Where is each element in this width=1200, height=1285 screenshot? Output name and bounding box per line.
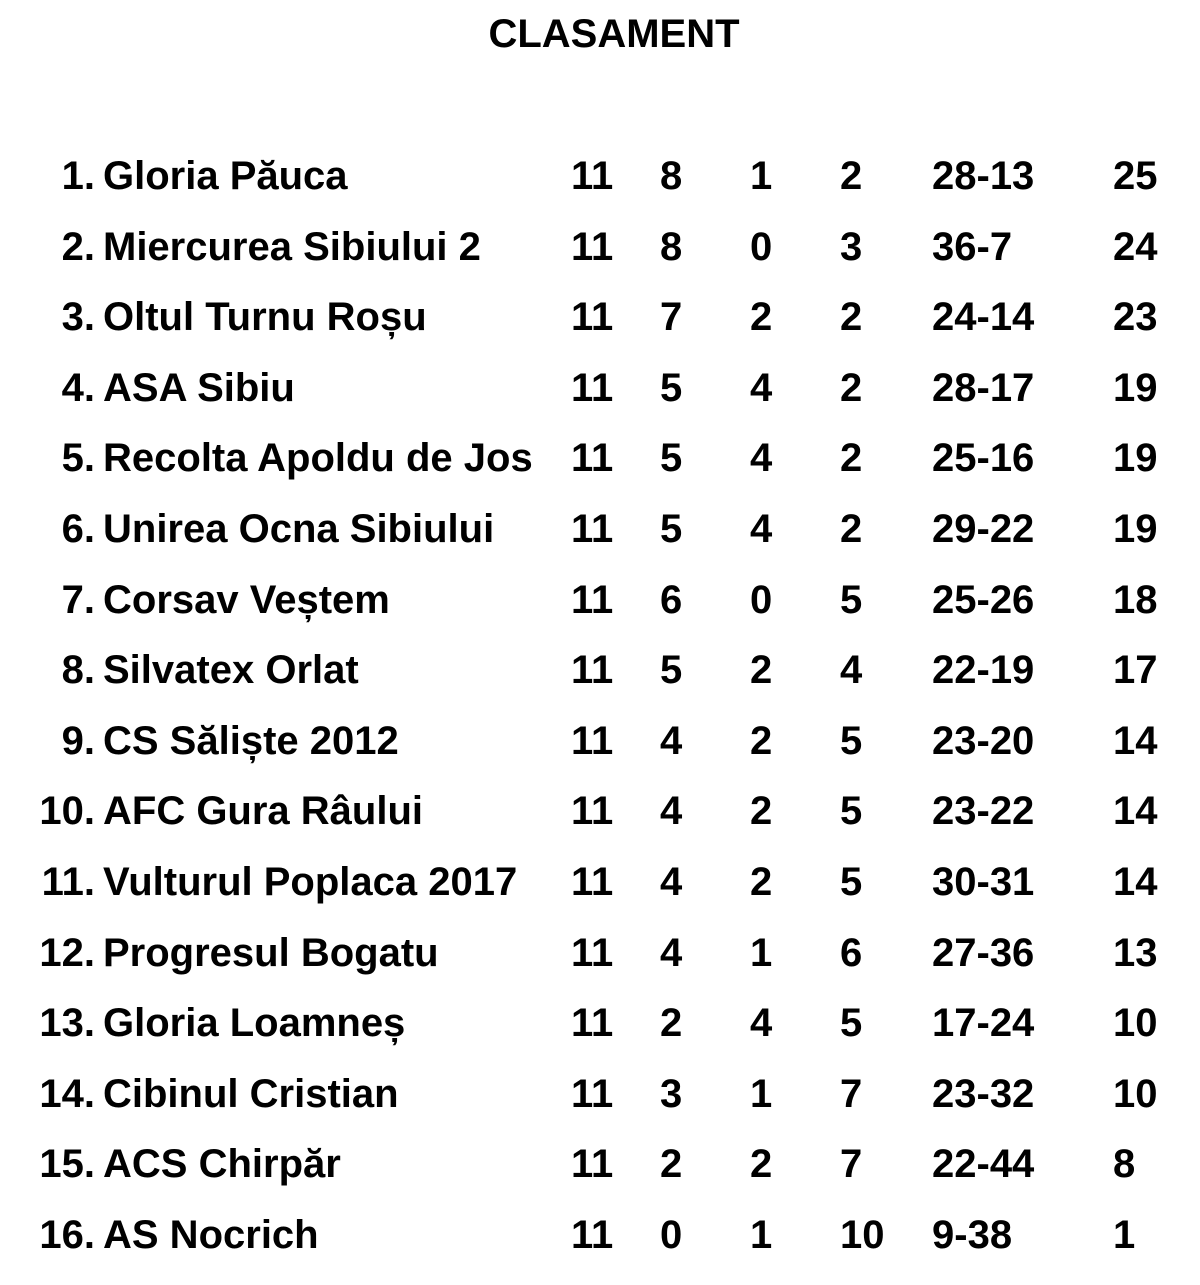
- cell-team: Silvatex Orlat: [103, 648, 359, 693]
- cell-team: Miercurea Sibiului 2: [103, 224, 481, 269]
- cell-points: 24: [1113, 224, 1158, 269]
- cell-played: 11: [571, 224, 614, 269]
- page-title: CLASAMENT: [488, 12, 740, 56]
- cell-points: 25: [1113, 154, 1158, 198]
- cell-goals: 9-38: [932, 1212, 1013, 1257]
- cell-team: Cibinul Cristian: [103, 1071, 399, 1116]
- cell-played: 11: [571, 789, 614, 834]
- cell-played: 11: [571, 577, 614, 622]
- cell-rank: 7.: [61, 577, 95, 622]
- cell-goals: 23-20: [932, 718, 1035, 763]
- table-row: [0, 781, 1200, 852]
- table-row: [0, 993, 1200, 1064]
- cell-team: Recolta Apoldu de Jos: [103, 436, 533, 481]
- table-row: [0, 711, 1200, 782]
- cell-won: 5: [660, 436, 683, 481]
- cell-goals: 30-31: [932, 859, 1035, 904]
- cell-goals: 23-32: [932, 1071, 1035, 1116]
- cell-won: 4: [660, 859, 683, 904]
- cell-team: Oltul Turnu Roșu: [103, 295, 427, 340]
- cell-rank: 5.: [61, 436, 95, 481]
- table-row: [0, 428, 1200, 499]
- cell-points: 14: [1113, 718, 1158, 763]
- cell-played: 11: [571, 1071, 614, 1116]
- cell-goals: 28-17: [932, 365, 1035, 410]
- cell-played: 11: [571, 1001, 614, 1046]
- table-row: [0, 640, 1200, 711]
- cell-played: 11: [571, 154, 614, 198]
- cell-rank: 10.: [39, 789, 95, 834]
- cell-drawn: 1: [750, 154, 773, 198]
- cell-goals: 36-7: [932, 224, 1013, 269]
- cell-points: 10: [1113, 1001, 1158, 1046]
- cell-rank: 9.: [61, 718, 95, 763]
- cell-won: 8: [660, 224, 683, 269]
- cell-drawn: 0: [750, 577, 773, 622]
- cell-drawn: 4: [750, 506, 773, 551]
- cell-won: 4: [660, 789, 683, 834]
- cell-team: Progresul Bogatu: [103, 930, 439, 975]
- cell-points: 8: [1113, 1142, 1136, 1187]
- cell-goals: 27-36: [932, 930, 1035, 975]
- cell-won: 8: [660, 154, 683, 198]
- cell-lost: 7: [840, 1142, 863, 1187]
- cell-won: 0: [660, 1212, 683, 1257]
- cell-drawn: 2: [750, 1142, 773, 1187]
- cell-drawn: 1: [750, 1212, 773, 1257]
- cell-goals: 24-14: [932, 295, 1035, 340]
- cell-drawn: 4: [750, 1001, 773, 1046]
- cell-lost: 4: [840, 648, 863, 693]
- cell-points: 13: [1113, 930, 1158, 975]
- cell-points: 17: [1113, 648, 1158, 693]
- cell-drawn: 4: [750, 436, 773, 481]
- cell-lost: 2: [840, 365, 863, 410]
- cell-goals: 22-44: [932, 1142, 1035, 1187]
- cell-drawn: 1: [750, 930, 773, 975]
- cell-drawn: 2: [750, 295, 773, 340]
- cell-points: 19: [1113, 506, 1158, 551]
- table-row: [0, 499, 1200, 570]
- cell-rank: 11.: [41, 859, 95, 904]
- cell-goals: 23-22: [932, 789, 1035, 834]
- cell-drawn: 2: [750, 648, 773, 693]
- cell-drawn: 2: [750, 789, 773, 834]
- cell-lost: 5: [840, 1001, 863, 1046]
- cell-lost: 5: [840, 718, 863, 763]
- cell-points: 19: [1113, 365, 1158, 410]
- cell-team: AFC Gura Râului: [103, 789, 424, 834]
- table-row: [0, 217, 1200, 288]
- cell-lost: 10: [840, 1212, 885, 1257]
- cell-rank: 15.: [39, 1142, 95, 1187]
- cell-points: 14: [1113, 789, 1158, 834]
- cell-won: 2: [660, 1142, 683, 1187]
- cell-won: 7: [660, 295, 683, 340]
- cell-drawn: 1: [750, 1071, 773, 1116]
- table-row: [0, 852, 1200, 923]
- cell-rank: 8.: [61, 648, 95, 693]
- cell-played: 11: [571, 718, 614, 763]
- cell-lost: 7: [840, 1071, 863, 1116]
- cell-played: 11: [571, 365, 614, 410]
- cell-rank: 16.: [39, 1212, 95, 1257]
- cell-goals: 25-26: [932, 577, 1035, 622]
- cell-won: 6: [660, 577, 683, 622]
- cell-team: Corsav Veștem: [103, 577, 390, 622]
- cell-team: CS Săliște 2012: [103, 718, 399, 763]
- cell-played: 11: [571, 859, 614, 904]
- cell-played: 11: [571, 295, 614, 340]
- cell-played: 11: [571, 648, 614, 693]
- cell-drawn: 2: [750, 718, 773, 763]
- cell-won: 3: [660, 1071, 683, 1116]
- cell-played: 11: [571, 1212, 614, 1257]
- table-row: [0, 146, 1200, 217]
- cell-lost: 3: [840, 224, 863, 269]
- cell-rank: 13.: [39, 1001, 95, 1046]
- cell-team: ASA Sibiu: [103, 365, 295, 410]
- cell-won: 4: [660, 930, 683, 975]
- cell-points: 23: [1113, 295, 1158, 340]
- cell-drawn: 0: [750, 224, 773, 269]
- table-row: [0, 358, 1200, 429]
- cell-rank: 14.: [39, 1071, 95, 1116]
- cell-lost: 6: [840, 930, 863, 975]
- cell-played: 11: [571, 1142, 614, 1187]
- cell-team: Gloria Loamneș: [103, 1001, 406, 1046]
- cell-rank: 12.: [39, 930, 95, 975]
- cell-played: 11: [571, 436, 614, 481]
- cell-lost: 5: [840, 789, 863, 834]
- cell-lost: 2: [840, 506, 863, 551]
- cell-lost: 5: [840, 859, 863, 904]
- cell-goals: 22-19: [932, 648, 1035, 693]
- cell-team: AS Nocrich: [103, 1212, 319, 1257]
- table-row: [0, 1134, 1200, 1205]
- standings-table: [0, 146, 1200, 1276]
- cell-team: ACS Chirpăr: [103, 1142, 341, 1187]
- cell-goals: 17-24: [932, 1001, 1035, 1046]
- cell-lost: 2: [840, 154, 863, 198]
- table-row: [0, 1064, 1200, 1135]
- cell-rank: 1.: [61, 154, 95, 198]
- cell-team: Unirea Ocna Sibiului: [103, 506, 495, 551]
- cell-drawn: 4: [750, 365, 773, 410]
- cell-goals: 25-16: [932, 436, 1035, 481]
- cell-goals: 29-22: [932, 506, 1035, 551]
- cell-rank: 4.: [61, 365, 95, 410]
- table-row: [0, 287, 1200, 358]
- cell-won: 5: [660, 506, 683, 551]
- cell-points: 14: [1113, 859, 1158, 904]
- cell-rank: 3.: [61, 295, 95, 340]
- cell-points: 19: [1113, 436, 1158, 481]
- cell-lost: 2: [840, 295, 863, 340]
- cell-goals: 28-13: [932, 154, 1035, 198]
- table-row: [0, 1205, 1200, 1276]
- cell-played: 11: [571, 930, 614, 975]
- cell-points: 18: [1113, 577, 1158, 622]
- cell-lost: 5: [840, 577, 863, 622]
- cell-points: 1: [1113, 1212, 1136, 1257]
- cell-team: Vulturul Poplaca 2017: [103, 859, 518, 904]
- cell-won: 5: [660, 365, 683, 410]
- cell-points: 10: [1113, 1071, 1158, 1116]
- cell-team: Gloria Păuca: [103, 154, 348, 198]
- table-row: [0, 570, 1200, 641]
- cell-won: 5: [660, 648, 683, 693]
- cell-won: 2: [660, 1001, 683, 1046]
- cell-drawn: 2: [750, 859, 773, 904]
- cell-rank: 2.: [61, 224, 95, 269]
- table-row: [0, 923, 1200, 994]
- cell-won: 4: [660, 718, 683, 763]
- cell-rank: 6.: [61, 506, 95, 551]
- cell-lost: 2: [840, 436, 863, 481]
- cell-played: 11: [571, 506, 614, 551]
